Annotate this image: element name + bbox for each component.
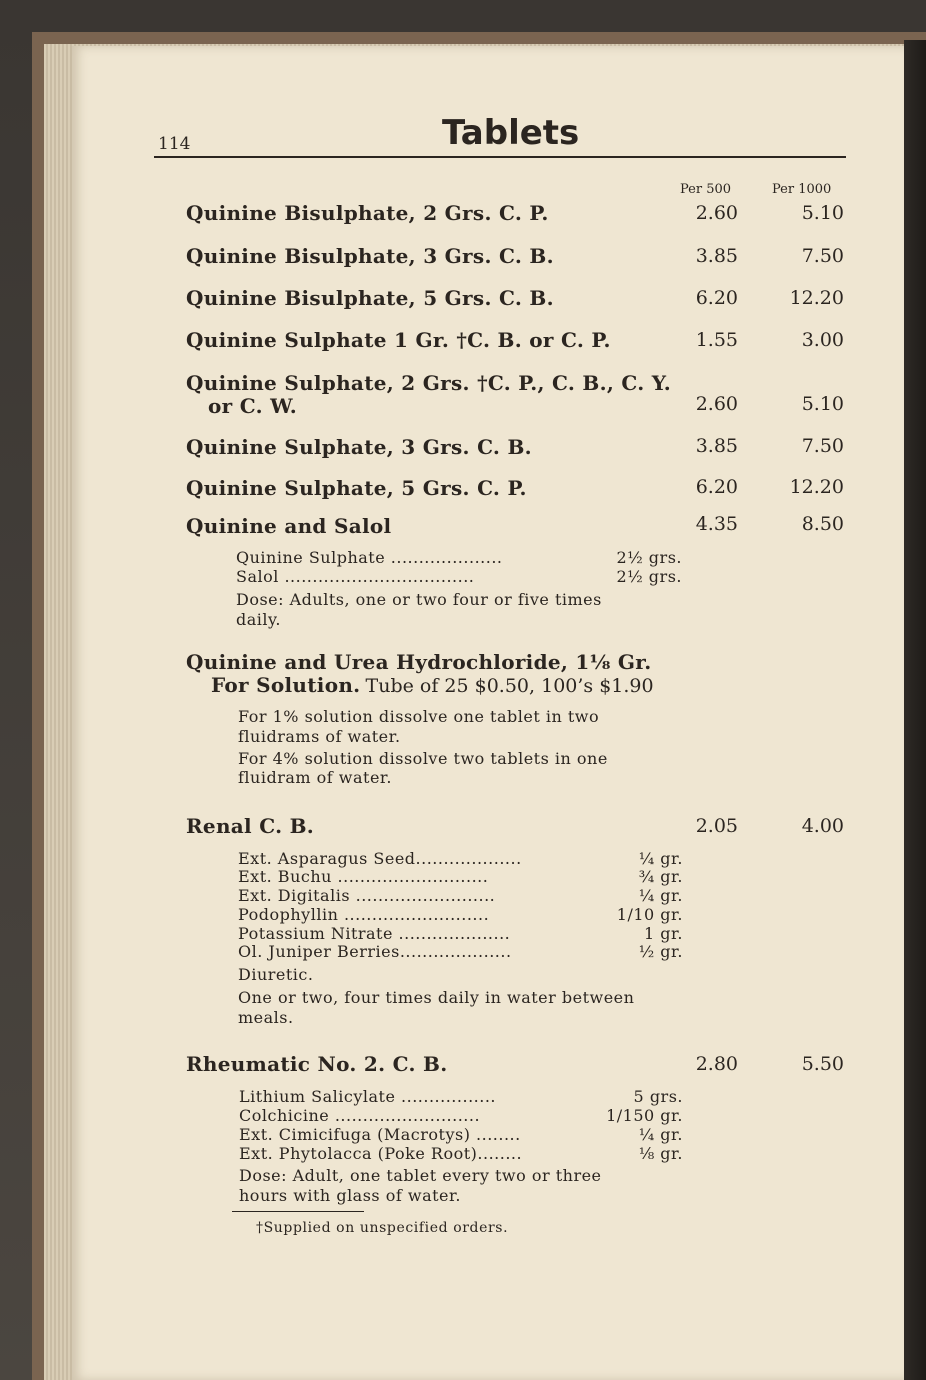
ingredient-amount: ½ gr. [638, 942, 683, 961]
footnote-rule [232, 1211, 364, 1212]
solution-label: For Solution. [211, 673, 361, 697]
item-name: Quinine Sulphate, 3 Grs. C. B. [186, 435, 532, 459]
ingredient-amount: 2½ grs. [616, 567, 682, 586]
ingredient-name: Ext. Digitalis ......................... [238, 886, 496, 905]
price-per-1000: 4.00 [801, 815, 844, 837]
note-text: Diuretic. [238, 965, 314, 984]
price-per-500: 2.60 [695, 393, 738, 415]
ingredient-amount: ¼ gr. [638, 849, 683, 868]
ingredient-amount: ¼ gr. [638, 886, 683, 905]
price-per-1000: 5.10 [801, 393, 844, 415]
price-per-500: 2.80 [695, 1053, 738, 1075]
price-per-500: 2.60 [695, 202, 738, 224]
note-text-continued: meals. [238, 1008, 294, 1027]
price-per-500: 6.20 [695, 476, 738, 498]
gutter-shadow [904, 40, 926, 1380]
header-rule [154, 156, 846, 158]
ingredient-name: Ext. Buchu ........................... [238, 867, 489, 886]
dose-text-continued: hours with glass of water. [239, 1186, 461, 1205]
ingredient-name: Colchicine .......................... [239, 1106, 481, 1125]
note-text-continued: fluidram of water. [238, 768, 392, 787]
price-per-500: 1.55 [695, 329, 738, 351]
item-name: Renal C. B. [186, 814, 315, 838]
ingredient-name: Salol .................................. [236, 567, 475, 586]
page-number: 114 [158, 134, 191, 154]
price-per-1000: 12.20 [789, 287, 844, 309]
note-text: One or two, four times daily in water between [238, 988, 635, 1007]
ingredient-name: Ext. Cimicifuga (Macrotys) ........ [239, 1125, 521, 1144]
item-name-continued [211, 673, 654, 697]
ingredient-name: Ext. Phytolacca (Poke Root)........ [239, 1144, 523, 1163]
ingredient-amount: 1 gr. [644, 924, 683, 943]
ingredient-amount: 5 grs. [633, 1087, 683, 1106]
item-name: Quinine Bisulphate, 2 Grs. C. P. [186, 201, 549, 225]
ingredient-amount: 1/150 gr. [606, 1106, 683, 1125]
column-header-per-500: Per 500 [680, 182, 732, 197]
price-per-500: 3.85 [695, 435, 738, 457]
dose-text: Dose: Adults, one or two four or five times [236, 590, 602, 609]
price-per-1000: 5.10 [801, 202, 844, 224]
dose-text: Dose: Adult, one tablet every two or three [239, 1166, 602, 1185]
item-name: Quinine Sulphate, 5 Grs. C. P. [186, 476, 527, 500]
price-per-1000: 7.50 [801, 245, 844, 267]
price-per-1000: 8.50 [801, 513, 844, 535]
price-per-500: 6.20 [695, 287, 738, 309]
ingredient-name: Ext. Asparagus Seed................... [238, 849, 522, 868]
ingredient-amount: 1/10 gr. [616, 905, 683, 924]
price-per-1000: 3.00 [801, 329, 844, 351]
ingredient-amount: ⅛ gr. [638, 1144, 683, 1163]
item-name: Quinine Bisulphate, 5 Grs. C. B. [186, 286, 554, 310]
price-per-500: 4.35 [695, 513, 738, 535]
note-text: For 1% solution dissolve one tablet in two [238, 707, 600, 726]
ingredient-name: Ol. Juniper Berries.................... [238, 942, 512, 961]
footnote: †Supplied on unspecified orders. [256, 1220, 509, 1236]
note-text-continued: fluidrams of water. [238, 727, 401, 746]
item-name: Rheumatic No. 2. C. B. [186, 1052, 448, 1076]
price-per-500: 3.85 [695, 245, 738, 267]
tube-price-text: Tube of 25 $0.50, 100’s $1.90 [365, 675, 654, 697]
ingredient-name: Potassium Nitrate .................... [238, 924, 511, 943]
note-text: For 4% solution dissolve two tablets in one [238, 749, 608, 768]
item-name: Quinine Sulphate 1 Gr. †C. B. or C. P. [186, 328, 611, 352]
ingredient-name: Podophyllin .......................... [238, 905, 490, 924]
item-name-continued: or C. W. [208, 394, 298, 418]
column-header-per-1000: Per 1000 [772, 182, 832, 197]
item-name: Quinine Sulphate, 2 Grs. †C. P., C. B., C. Y. [186, 371, 672, 395]
ingredient-amount: ¼ gr. [638, 1125, 683, 1144]
ingredient-name: Quinine Sulphate .................... [236, 548, 503, 567]
ingredient-amount: ¾ gr. [638, 867, 683, 886]
ingredient-amount: 2½ grs. [616, 548, 682, 567]
price-per-1000: 12.20 [789, 476, 844, 498]
dose-text-continued: daily. [236, 610, 282, 629]
item-name: Quinine and Salol [186, 514, 392, 538]
item-name: Quinine Bisulphate, 3 Grs. C. B. [186, 244, 554, 268]
page-title: Tablets [442, 113, 580, 153]
price-per-1000: 7.50 [801, 435, 844, 457]
price-per-1000: 5.50 [801, 1053, 844, 1075]
item-name: Quinine and Urea Hydrochloride, 1⅛ Gr. [186, 650, 652, 674]
ingredient-name: Lithium Salicylate ................. [239, 1087, 496, 1106]
price-per-500: 2.05 [695, 815, 738, 837]
